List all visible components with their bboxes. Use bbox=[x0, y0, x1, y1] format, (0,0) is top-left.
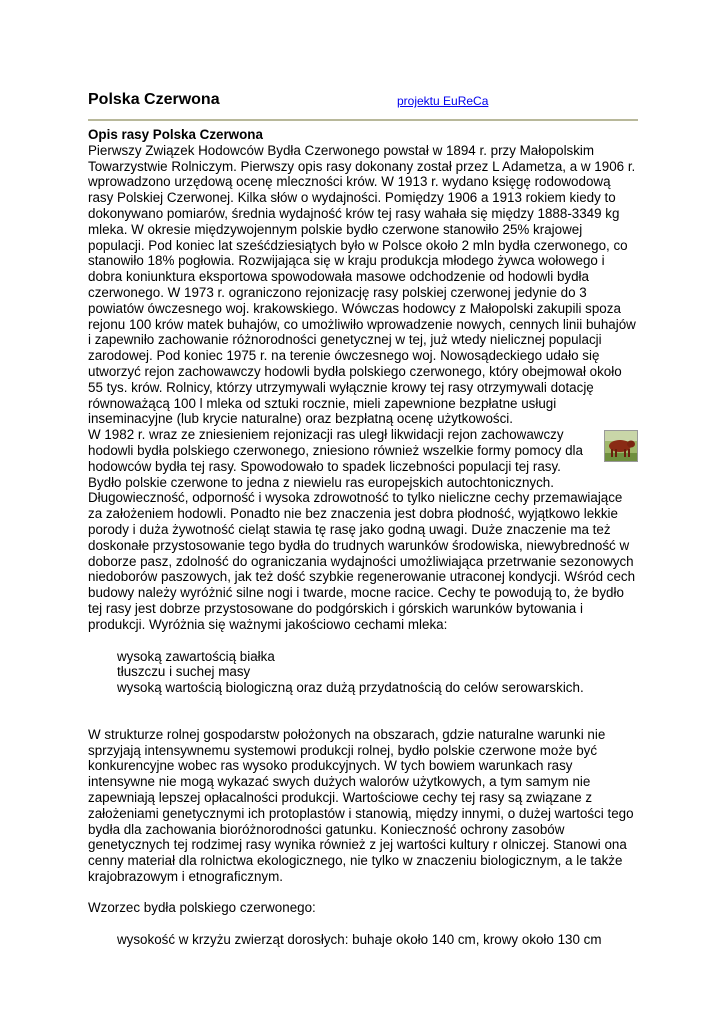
list-item: tłuszczu i suchej masy bbox=[117, 664, 251, 680]
article-body bbox=[88, 127, 638, 947]
milk-traits-list bbox=[117, 649, 638, 696]
eureca-project-link[interactable]: projektu EuReCa bbox=[397, 94, 489, 108]
paragraph-structure: W strukturze rolnej gospodarstw położonych na obszarach, gdzie naturalne warunki nie sprzyjają intensywnemu systemowi produkcji rolnej, bydło polskie czerwone może być konkurencyjne wobec ras wysoko produkcyjnych. W tych bowiem warunkach rasy intensywne nie mogą wykazać swych dużych walorów użytkowych, a tym samym nie zapewniają lepszej opłacalności produkcji. Wartościowe cechy tej rasy są związane z założeniami genetycznymi ich protoplastów i stanowią, między innymi, o dużej wartości tego bydła dla zachowania bioróżnorodności gatunku. Konieczność ochrony zasobów genetycznych tej rodzimej rasy wynika również z jej wartości kultury r olniczej. Stanowi ona cenny materiał dla rolnictwa ekologicznego, nie tylko w znaczeniu biologicznym, a le także krajobrazowym i etnograficznym. bbox=[88, 726, 634, 885]
cow-photo bbox=[604, 430, 638, 462]
paragraph-standard-heading: Wzorzec bydła polskiego czerwonego: bbox=[88, 899, 316, 915]
document-page bbox=[88, 90, 638, 947]
paragraph-history: Pierwszy Związek Hodowców Bydła Czerwonego powstał w 1894 r. przy Małopolskim Towarzystwie Rolniczym. Pierwszy opis rasy dokonany został przez L Adametza, a w 1906 r. wprowadzono urzędową ocenę mleczności krów. W 1913 r. wydano księgę rodowodową rasy Polskiej Czerwonej. Kilka słów o wydajności. Pomiędzy 1906 a 1913 rokiem kiedy to dokonywano pomiarów, średnia wydajność krów tej rasy wahała się między 1888-3349 kg mleka. W okresie międzywojennym polskie bydło czerwone stanowiło 25% krajowej populacji. Pod koniec lat sześćdziesiątych było w Polsce około 2 mln bydła czerwonego, co stanowiło 18% pogłowia. Rozwijająca się w kraju produkcja młodego żywca wołowego i dobra koniunktura eksportowa spowodowała masowe odchodzenie od hodowli bydła czerwonego. W 1973 r. ograniczono rejonizację rasy polskiej czerwonej jedynie do 3 powiatów ówczesnego woj. krakowskiego. Wówczas hodowcy z Małopolski zakupili spoza rejonu 100 krów matek buhajów, co umożliwiło wprowadzenie nowych, cennych linii buhajów i zapewniło zachowanie różnorodności genetycznej w tej, już wtedy nielicznej populacji zarodowej. Pod koniec 1975 r. na terenie ówczesnego woj. Nowosądeckiego udało się utworzyć rejon zachowawczy hodowli bydła polskiego czerwonego, który obejmował około 55 tys. krów. Rolnicy, którzy utrzymywali wyłącznie krowy tej rasy otrzymywali dotację równoważącą 100 l mleka od sztuki rocznie, mieli zapewnione bezpłatne usługi inseminacyjne (lub krycie naturalne) oraz bezpłatną ocenę użytkowości. bbox=[88, 142, 636, 427]
standard-dimensions: wysokość w krzyżu zwierząt dorosłych: buhaje około 140 cm, krowy około 130 cm bbox=[117, 931, 602, 947]
list-item: wysoką wartością biologiczną oraz dużą przydatnością do celów serowarskich. bbox=[117, 680, 584, 696]
page-title: Polska Czerwona bbox=[88, 91, 220, 108]
paragraph-decline: W 1982 r. wraz ze zniesieniem rejonizacji ras uległ likwidacji rejon zachowawczy hodowli bydła polskiego czerwonego, zniesiono również wszelkie formy pomocy dla hodowców bydła tej rasy. Spowodowało to spadek liczebności populacji tej rasy. Bydło polskie czerwone to jedna z niewielu ras europejskich autochtonicznych. Długowieczność, odporność i wysoka zdrowotność to tylko nieliczne cechy przemawiające za założeniem hodowli. Ponadto nie bez znaczenia jest dobra płodność, wyjątkowo lekkie porody i duża żywotność cieląt stawia tę rasę jako godną uwagi. Duże znaczenie ma też doskonałe przystosowanie tego bydła do trudnych warunków środowiska, niewybredność w doborze pasz, zdolność do ograniczania wydajności umożliwiająca przetrwanie sezonowych niedoborów paszowych, jak też dość szybkie regenerowanie utraconej kondycji. Wśród cech budowy należy wyróżnić silne nogi i twarde, mocne racice. Cechy te powodują to, że bydło tej rasy jest dobrze przystosowane do podgórskich i górskich warunków bytowania i produkcji. Wyróżnia się ważnymi jakościowo cechami mleka: bbox=[88, 427, 636, 632]
page-header bbox=[88, 90, 638, 114]
header-divider bbox=[88, 119, 638, 121]
section-title: Opis rasy Polska Czerwona bbox=[88, 127, 263, 142]
list-item: wysoką zawartością białka bbox=[117, 648, 275, 664]
